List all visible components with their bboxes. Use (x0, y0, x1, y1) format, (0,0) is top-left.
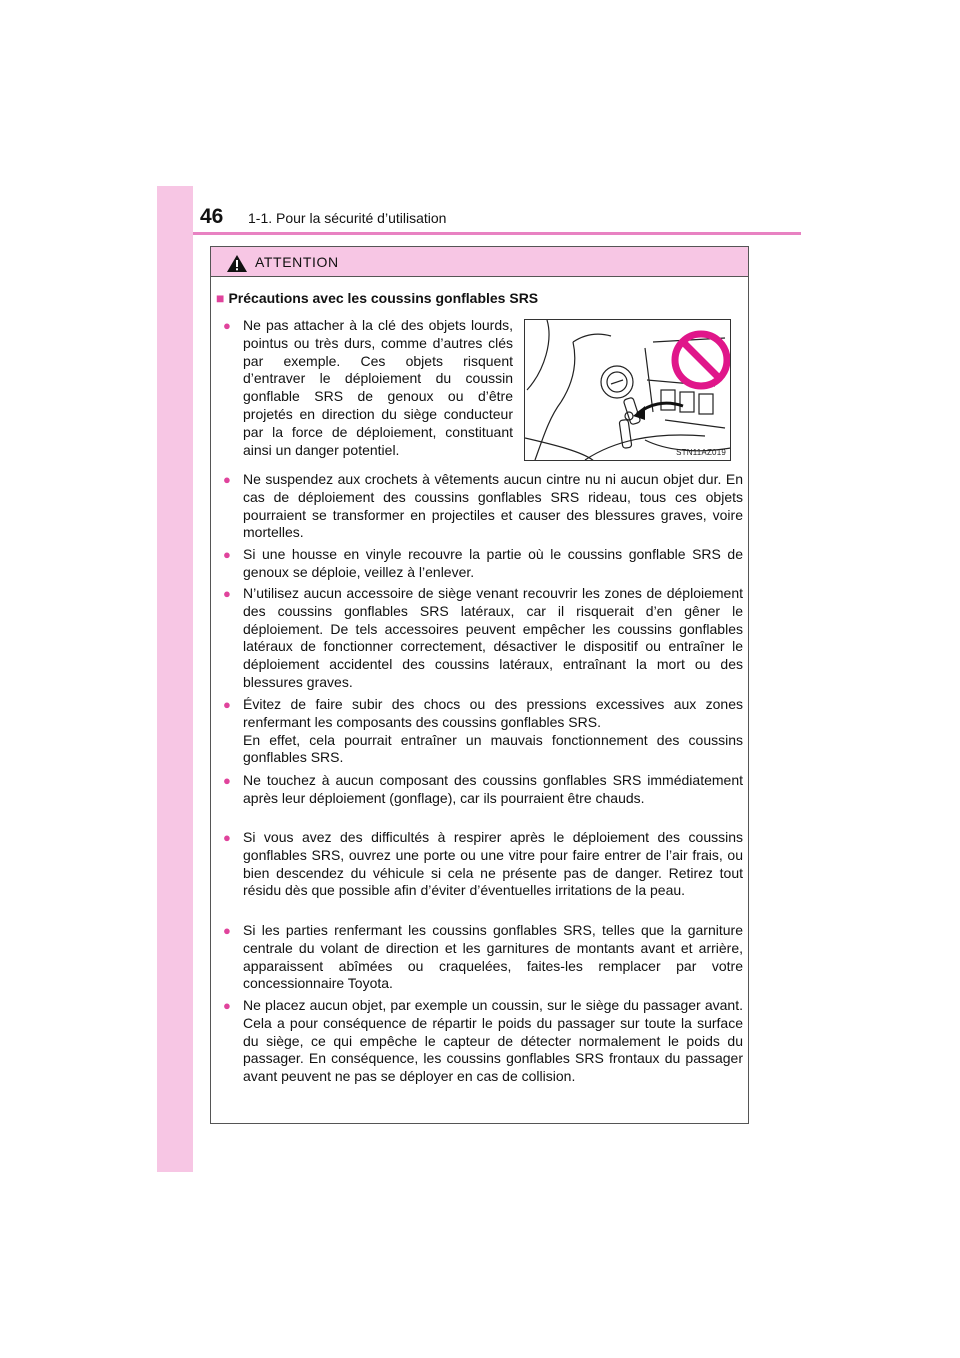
list-item (223, 696, 743, 767)
header-rule (193, 232, 801, 235)
list-item (223, 772, 743, 808)
section-title-text: Précautions avec les coussins gonflables SRS (228, 290, 539, 306)
key-illustration (524, 319, 731, 461)
bullet-dot-icon: ● (223, 547, 231, 562)
list-item-text: En effet, cela pourrait entraîner un mauvais fonctionnement des coussins gonflables SRS. (243, 731, 743, 766)
prohibition-icon (675, 334, 727, 386)
list-item (223, 829, 743, 900)
square-bullet-icon: ■ (216, 290, 225, 306)
bullet-dot-icon: ● (223, 923, 231, 938)
list-item (223, 317, 513, 459)
list-item-text: N’utilisez aucun accessoire de siège venant recouvrir les zones de déploiement des coussins gonflables SRS latéraux, car il risquerait d’en gêner le déploiement. De tels accessoires peuvent empêcher les coussins gonflables latéraux de fonctionner correctement, désactiver le dispositif ou entraîner le déploiement accidentel des coussins latéraux, entraînant la mort ou des blessures graves. (243, 585, 743, 690)
list-item-text: Ne touchez à aucun composant des coussins gonflables SRS immédiatement après leur déploiement (gonflage), car ils pourraient être chauds. (243, 772, 743, 806)
ignition-key-drawing (525, 320, 731, 461)
list-item (223, 922, 743, 993)
list-item (223, 546, 743, 582)
bullet-dot-icon: ● (223, 697, 231, 712)
list-item (223, 471, 743, 542)
list-item-text: Ne placez aucun objet, par exemple un coussin, sur le siège du passager avant. Cela a pour conséquence de répartir le poids du passager sur toute la surface du siège, ce qui empêche le capteur de détecter normalement le poids du passager. En conséquence, les coussins gonflables SRS frontaux du passager avant peuvent ne pas se déployer en cas de collision. (243, 997, 743, 1085)
bullet-dot-icon: ● (223, 830, 231, 845)
warning-label: ATTENTION (255, 254, 339, 270)
bullet-dot-icon: ● (223, 998, 231, 1013)
list-item (223, 585, 743, 692)
bullet-dot-icon: ● (223, 472, 231, 487)
chapter-title: 1-1. Pour la sécurité d’utilisation (248, 210, 447, 226)
section-title (216, 290, 538, 306)
list-item (223, 997, 743, 1086)
warning-triangle-icon (227, 255, 247, 277)
warning-header (211, 247, 748, 277)
list-item-text: Si une housse en vinyle recouvre la partie où le coussins gonflable SRS de genoux se déploie, veillez à l’enlever. (243, 546, 743, 580)
bullet-dot-icon: ● (223, 586, 231, 601)
side-tab-bar (157, 186, 193, 1172)
list-item-text: Si les parties renfermant les coussins gonflables SRS, telles que la garniture centrale du volant de direction et les garnitures de montants avant et arrière, apparaissent abîmées ou craquelées, faites-les remplacer par votre concessionnaire Toyota. (243, 922, 743, 992)
list-item-text: Ne suspendez aux crochets à vêtements aucun cintre nu ni aucun objet dur. En cas de déploiement des coussins gonflables SRS rideau, tous ces objets pourraient se transformer en projectiles et causer des blessures graves, voire mortelles. (243, 471, 743, 541)
list-item-text: Si vous avez des difficultés à respirer après le déploiement des coussins gonflables SRS, ouvrez une porte ou une vitre pour faire entrer de l’air frais, ou bien descendez du véhicule si cela ne présente pas de danger. Retirez tout résidu dès que possible afin d’éviter d’éventuelles irritations de la peau. (243, 829, 743, 899)
figure-code: STN11AZ019 (676, 448, 726, 457)
bullet-dot-icon: ● (223, 318, 231, 333)
warning-box (210, 246, 749, 1124)
list-item-text: Évitez de faire subir des chocs ou des pressions excessives aux zones renfermant les composants des coussins gonflables SRS. (243, 696, 743, 730)
page-number: 46 (200, 205, 224, 228)
bullet-dot-icon: ● (223, 773, 231, 788)
list-item-text: Ne pas attacher à la clé des objets lourds, pointus ou très durs, comme d’autres clés par exemple. Ces objets risquent d’entraver le déploiement du coussin gonflable SRS de genoux ou d’être projetés en direction du siège conducteur par la force de déploiement, constituant ainsi un danger potentiel. (243, 317, 513, 458)
